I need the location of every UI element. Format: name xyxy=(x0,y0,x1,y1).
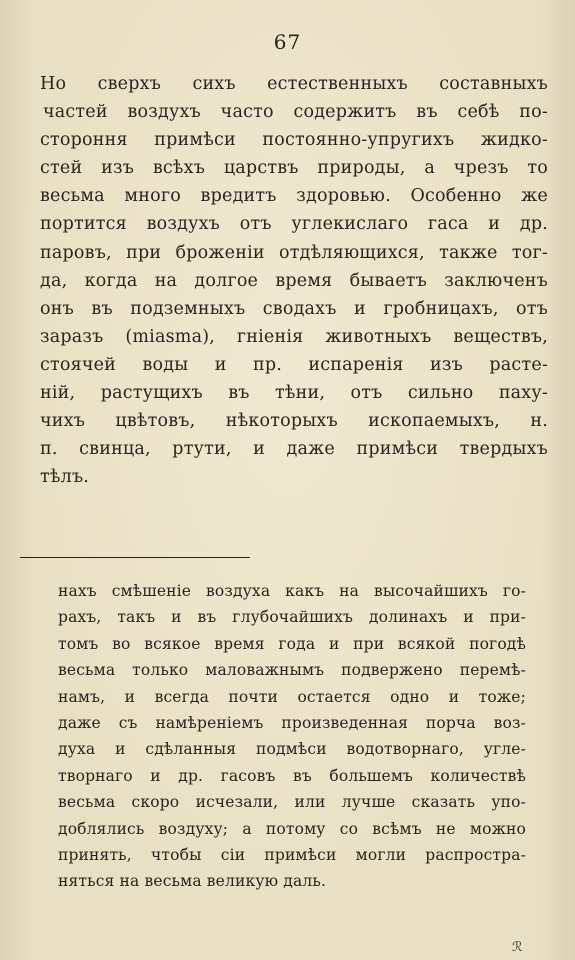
footnote-line: намъ, и всегда почти остается одно и тоже; xyxy=(58,687,526,706)
main-line: стей изъ всѣхъ царствъ природы, а чрезъ то xyxy=(40,158,548,179)
footnote-divider xyxy=(20,557,250,558)
main-line: частей воздухъ часто содержитъ въ себѣ по- xyxy=(43,102,548,123)
main-line: п. свинца, ртути, и даже примѣси твердыхъ xyxy=(40,439,548,460)
footnote-line: доблялись воздуху; а потому со всѣмъ не можно xyxy=(58,819,526,838)
footnote-line: даже съ намѣреніемъ произведенная порча воз- xyxy=(58,713,526,732)
main-line: весьма много вредитъ здоровью. Особенно же xyxy=(40,186,548,207)
footnote-paragraph xyxy=(58,578,526,895)
footnote-line: творнаго и др. гасовъ въ большемъ количествѣ xyxy=(58,766,526,785)
main-line: портится воздухъ отъ углекислаго гаса и др. xyxy=(40,214,548,235)
footnote-line: нахъ смѣшеніе воздуха какъ на высочайшихъ го- xyxy=(58,582,526,600)
footnote-line: весьма скоро исчезали, или лучше сказать упо- xyxy=(58,793,526,812)
main-line: онъ въ подземныхъ сводахъ и гробницахъ, отъ xyxy=(40,298,548,319)
main-line: паровъ, при броженіи отдѣляющихся, также тог- xyxy=(40,242,548,263)
main-line: Но сверхъ сихъ естественныхъ составныхъ xyxy=(40,74,548,94)
main-line: заразъ (miasma), гніенія животныхъ веществъ, xyxy=(40,326,548,347)
footnote-line: рахъ, такъ и въ глубочайшихъ долинахъ и при- xyxy=(58,608,526,627)
main-line: тѣлъ. xyxy=(40,467,90,488)
footnote-line: принять, чтобы сіи примѣси могли распростра- xyxy=(58,845,526,864)
main-line: ній, растущихъ въ тѣни, отъ сильно паху- xyxy=(40,383,548,404)
footnote-line: няться на весьма великую даль. xyxy=(58,872,327,891)
main-line: чихъ цвѣтовъ, нѣкоторыхъ ископаемыхъ, н. xyxy=(40,411,548,432)
page-number: 67 xyxy=(273,30,302,54)
footnote-line: томъ во всякое время года и при всякой погодѣ xyxy=(58,634,526,653)
footnote-line: весьма только маловажнымъ подвержено перемѣ- xyxy=(58,661,526,680)
main-paragraph xyxy=(40,70,548,491)
signature-mark: ℛ xyxy=(512,940,523,955)
main-line: стоячей воды и пр. испаренія изъ расте- xyxy=(40,354,548,375)
main-line: стороння примѣси постоянно-упругихъ жидко- xyxy=(40,130,548,151)
footnote-line: духа и сдѣланныя подмѣси водотворнаго, угле- xyxy=(58,740,526,759)
main-line: да, когда на долгое время бываетъ заключенъ xyxy=(40,270,548,291)
